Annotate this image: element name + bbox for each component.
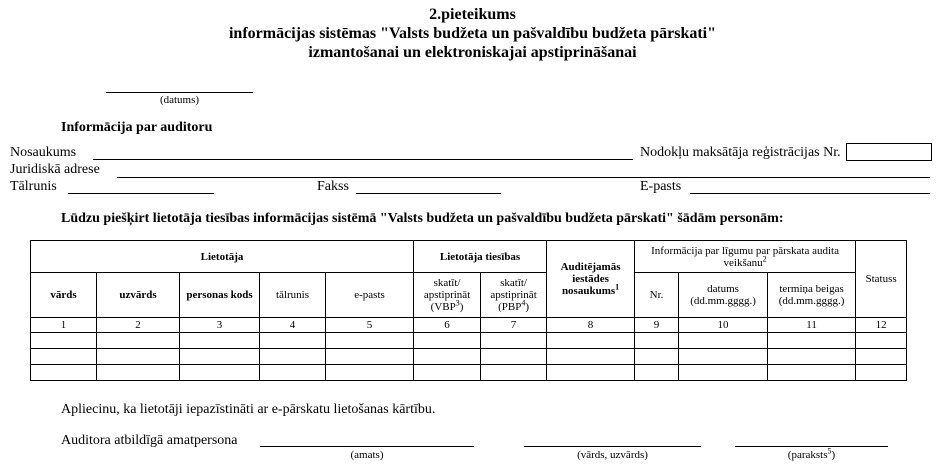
- col-status: Statuss: [856, 241, 907, 318]
- cell[interactable]: [768, 333, 856, 349]
- form-title: informācijas sistēmas "Valsts budžeta un pašvaldību budžeta pārskati": [228, 25, 717, 42]
- cell[interactable]: [414, 333, 481, 349]
- cell[interactable]: [635, 349, 679, 365]
- col-institution: Auditējamās iestādes nosaukums$^1$: [547, 241, 635, 318]
- fax-field[interactable]: [356, 193, 501, 194]
- col-email: e-pasts: [326, 273, 414, 318]
- col-personal-code: personas kods: [180, 273, 260, 318]
- name-label: Nosaukums: [10, 145, 77, 160]
- fax-label: Fakss: [317, 179, 349, 194]
- cell[interactable]: [180, 365, 260, 381]
- request-text: Lūdzu piešķirt lietotāja tiesības informācijas sistēmā "Valsts budžeta un pašvaldību budžeta pārskati" šādām personām:: [61, 211, 784, 226]
- email-field[interactable]: [690, 193, 930, 194]
- col-number: 10: [679, 318, 768, 333]
- phone-field[interactable]: [68, 193, 214, 194]
- cell[interactable]: [180, 333, 260, 349]
- cell[interactable]: [414, 365, 481, 381]
- cell[interactable]: [635, 333, 679, 349]
- cell[interactable]: [31, 365, 97, 381]
- cell[interactable]: [97, 333, 180, 349]
- cell[interactable]: [679, 333, 768, 349]
- cell[interactable]: [481, 349, 547, 365]
- col-nr: Nr.: [635, 273, 679, 318]
- col-number: 8: [547, 318, 635, 333]
- date-line[interactable]: [106, 92, 253, 93]
- cell[interactable]: [180, 349, 260, 365]
- form-number: 2.pieteikums: [429, 6, 516, 23]
- name-field[interactable]: [93, 159, 633, 160]
- cell[interactable]: [679, 349, 768, 365]
- col-number: 7: [481, 318, 547, 333]
- col-number: 1: [31, 318, 97, 333]
- cell[interactable]: [31, 333, 97, 349]
- cell[interactable]: [856, 349, 907, 365]
- number-row: [31, 318, 907, 333]
- cell[interactable]: [31, 349, 97, 365]
- col-number: 5: [326, 318, 414, 333]
- col-name: vārds: [31, 273, 97, 318]
- col-view-vbp: skatīt/ apstiprināt (VBP$^3$): [414, 273, 481, 318]
- col-view-pbp: skatīt/ apstiprināt (PBP$^4$): [481, 273, 547, 318]
- cell[interactable]: [481, 365, 547, 381]
- cell[interactable]: [856, 333, 907, 349]
- confirm-text: Apliecinu, ka lietotāji iepazīstināti ar e-pārskatu lietošanas kārtību.: [61, 402, 436, 417]
- signature-caption: (paraksts$^5$): [787, 446, 836, 461]
- cell[interactable]: [679, 365, 768, 381]
- col-number: 3: [180, 318, 260, 333]
- col-number: 4: [260, 318, 326, 333]
- full-name-field[interactable]: [524, 446, 701, 447]
- table-row[interactable]: [31, 365, 907, 381]
- col-number: 9: [635, 318, 679, 333]
- signature-label: Auditora atbildīgā amatpersona: [61, 433, 238, 448]
- cell[interactable]: [97, 349, 180, 365]
- cell[interactable]: [414, 349, 481, 365]
- cell[interactable]: [768, 349, 856, 365]
- form-subtitle: izmantošanai un elektroniskajai apstiprināšanai: [308, 44, 637, 61]
- col-surname: uzvārds: [97, 273, 180, 318]
- date-caption: (datums): [159, 94, 200, 106]
- phone-label: Tālrunis: [10, 179, 57, 194]
- cell[interactable]: [97, 365, 180, 381]
- address-label: Juridiskā adrese: [10, 162, 100, 177]
- tax-label: Nodokļu maksātāja reģistrācijas Nr.: [640, 145, 841, 160]
- cell[interactable]: [547, 349, 635, 365]
- users-table: [30, 240, 907, 381]
- signature-field[interactable]: [735, 446, 888, 447]
- col-number: 12: [856, 318, 907, 333]
- col-phone: tālrunis: [260, 273, 326, 318]
- cell[interactable]: [635, 365, 679, 381]
- group-contract: Informācija par līgumu par pārskata audita veikšanu$^2$: [635, 241, 856, 273]
- cell[interactable]: [768, 365, 856, 381]
- position-field[interactable]: [260, 446, 474, 447]
- col-number: 11: [768, 318, 856, 333]
- tax-number-field[interactable]: [846, 143, 932, 161]
- cell[interactable]: [481, 333, 547, 349]
- address-field[interactable]: [117, 177, 930, 178]
- cell[interactable]: [326, 333, 414, 349]
- cell[interactable]: [260, 349, 326, 365]
- col-date: datums (dd.mm.gggg.): [679, 273, 768, 318]
- group-user: Lietotāja: [31, 241, 414, 273]
- cell[interactable]: [326, 365, 414, 381]
- col-number: 6: [414, 318, 481, 333]
- email-label: E-pasts: [640, 179, 682, 194]
- cell[interactable]: [547, 365, 635, 381]
- group-rights: Lietotāja tiesības: [414, 241, 547, 273]
- cell[interactable]: [547, 333, 635, 349]
- cell[interactable]: [260, 333, 326, 349]
- col-number: 2: [97, 318, 180, 333]
- cell[interactable]: [260, 365, 326, 381]
- col-end: termiņa beigas (dd.mm.gggg.): [768, 273, 856, 318]
- table-row[interactable]: [31, 349, 907, 365]
- cell[interactable]: [856, 365, 907, 381]
- table-row[interactable]: [31, 333, 907, 349]
- position-caption: (amats): [350, 449, 384, 461]
- cell[interactable]: [326, 349, 414, 365]
- auditor-heading: Informācija par auditoru: [61, 120, 213, 135]
- full-name-caption: (vārds, uzvārds): [577, 449, 648, 461]
